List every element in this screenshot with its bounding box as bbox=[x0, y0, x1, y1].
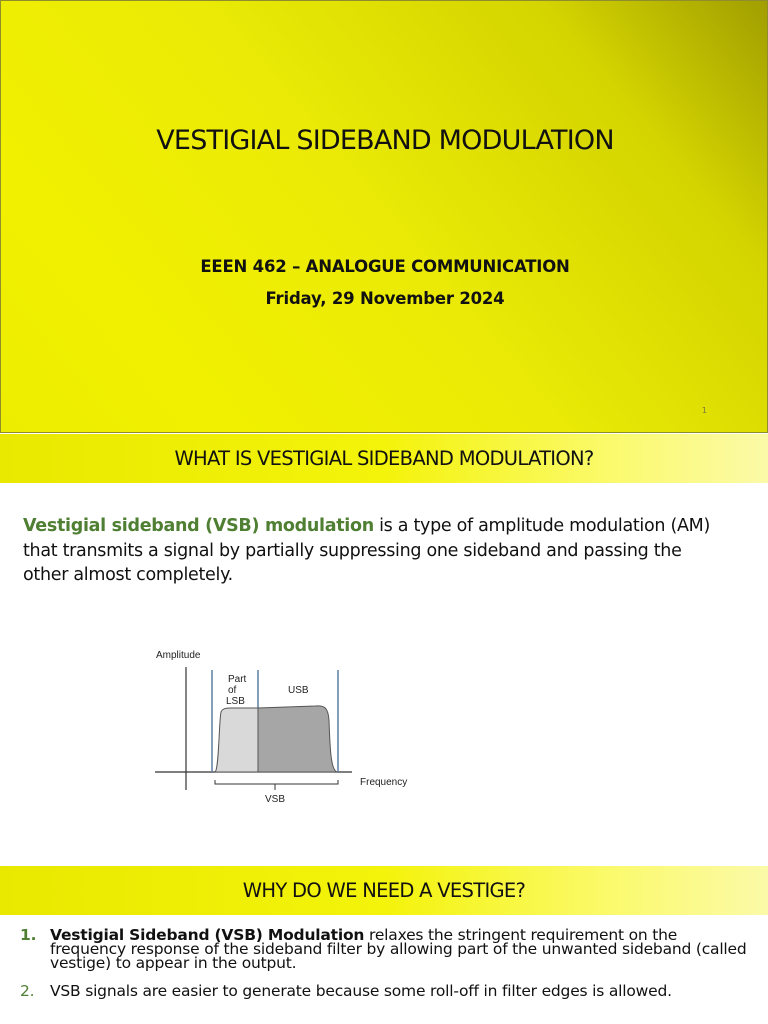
list-item-text: VSB signals are easier to generate because some roll-off in filter edges is allowed. bbox=[50, 982, 672, 1000]
slide-title: VESTIGIAL SIDEBAND MODULATION bbox=[156, 125, 614, 156]
amplitude-axis-label: Amplitude bbox=[156, 650, 201, 661]
part-of-lsb-label-3: LSB bbox=[226, 696, 245, 707]
vsb-definition-text: is a type of amplitude modulation (AM) that transmits a signal by partially suppressing one sideband and passing the other almost completely. bbox=[23, 516, 710, 585]
list-item-text: relaxes the stringent requirement on the frequency response of the sideband filter by allowing part of the unwanted sideband (called vestige) to appear in the output. bbox=[50, 926, 747, 972]
slide-number: 1 bbox=[701, 406, 707, 415]
vsb-term: Vestigial sideband (VSB) modulation bbox=[23, 516, 374, 536]
vsb-label: VSB bbox=[265, 794, 286, 805]
part-of-lsb-label-2: of bbox=[228, 685, 237, 696]
vsb-definition bbox=[23, 514, 723, 588]
vsb-bracket bbox=[215, 780, 338, 784]
slide2-heading: WHAT IS VESTIGIAL SIDEBAND MODULATION? bbox=[174, 447, 594, 470]
slide3-heading: WHY DO WE NEED A VESTIGE? bbox=[242, 879, 526, 902]
list-item-bold: Vestigial Sideband (VSB) Modulation bbox=[50, 926, 365, 944]
course-name: EEEN 462 – ANALOGUE COMMUNICATION bbox=[200, 257, 570, 276]
slide-date: Friday, 29 November 2024 bbox=[265, 289, 505, 308]
slide2-header-band bbox=[0, 434, 768, 483]
usb-label: USB bbox=[288, 685, 309, 696]
list-item-number: 2. bbox=[20, 982, 35, 1000]
frequency-axis-label: Frequency bbox=[360, 777, 408, 788]
vsb-spectrum-diagram bbox=[140, 640, 430, 820]
title-slide bbox=[0, 0, 768, 433]
slide3-header-band bbox=[0, 866, 768, 915]
reasons-list bbox=[18, 928, 748, 998]
list-item bbox=[18, 984, 748, 998]
usb-region bbox=[258, 706, 337, 772]
part-of-lsb-label-1: Part bbox=[228, 674, 247, 685]
list-item bbox=[18, 928, 748, 970]
list-item-number: 1. bbox=[20, 926, 37, 944]
lsb-vestige-region bbox=[215, 708, 258, 772]
